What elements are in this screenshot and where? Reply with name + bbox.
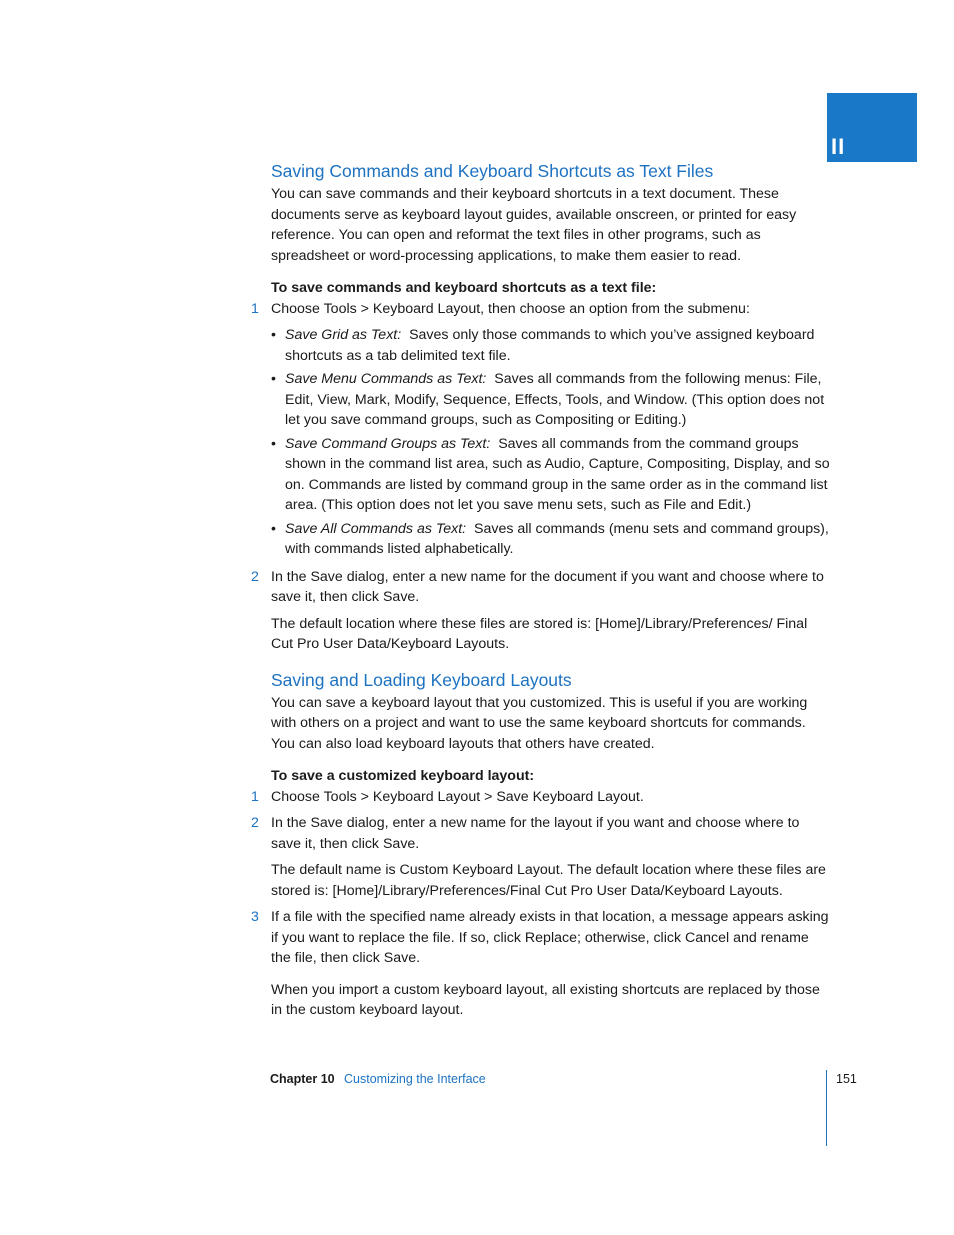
section1-heading: Saving Commands and Keyboard Shortcuts as Text Files xyxy=(271,161,714,181)
step-text: In the Save dialog, enter a new name for the layout if you want and choose where to save it, then click Save. xyxy=(271,815,800,852)
part-tab-label: II xyxy=(831,134,846,159)
bullet-icon: • xyxy=(271,327,276,343)
section1-intro: You can save commands and their keyboard shortcuts in a text document. These documents serve as keyboard layout guides, available onscreen, or printed for easy reference. You can open and reformat the text files in other programs, such as spreadsheet or word-processing applications, to make them easier to read. xyxy=(271,186,797,264)
list-item xyxy=(271,434,831,516)
page-number: 151 xyxy=(836,1072,857,1086)
step-number: 2 xyxy=(251,568,259,585)
section1-task: To save commands and keyboard shortcuts as a text file: xyxy=(271,280,657,296)
option-term: Save All Commands as Text: xyxy=(285,520,467,537)
section1-step-1 xyxy=(251,299,831,320)
page-content xyxy=(251,160,831,1021)
option-text: Saves only those commands to which you’ve assigned keyboard shortcuts as a tab delimited text file. xyxy=(285,327,815,364)
section2-step-2 xyxy=(251,813,831,854)
step-text: In the Save dialog, enter a new name for the document if you want and choose where to save it, then click Save. xyxy=(271,568,824,605)
step-text: If a file with the specified name already exists in that location, a message appears asking if you want to replace the file. If so, click Replace; otherwise, click Cancel and rename the file, then click Save. xyxy=(271,909,829,966)
bullet-icon: • xyxy=(271,371,276,387)
step-text: Choose Tools > Keyboard Layout > Save Keyboard Layout. xyxy=(271,788,644,805)
option-text: Saves all commands from the command groups shown in the command list area, such as Audio, Capture, Compositing, Display, and so on. Commands are listed by command group in the same order as in the command list area. (This option does not let you save menu sets, such as File and Edit.) xyxy=(285,435,830,513)
option-term: Save Menu Commands as Text: xyxy=(285,371,487,387)
step-number: 3 xyxy=(251,909,259,925)
footer-chapter: Chapter 10 xyxy=(270,1072,335,1086)
list-item xyxy=(271,325,831,366)
option-term: Save Command Groups as Text: xyxy=(285,435,491,452)
option-list xyxy=(271,325,831,560)
list-item xyxy=(271,369,831,431)
step-number: 1 xyxy=(251,788,259,805)
part-tab xyxy=(827,93,917,162)
section2-intro: You can save a keyboard layout that you customized. This is useful if you are working with others on a project and want to use the same keyboard shortcuts for commands. You can also load keyboard layouts that others have created. xyxy=(271,694,808,752)
section2-step-3 xyxy=(251,907,831,969)
step-number: 1 xyxy=(251,300,259,317)
section1-step-2 xyxy=(251,567,831,608)
section2-task: To save a customized keyboard layout: xyxy=(271,768,535,784)
section2-step2-note: The default name is Custom Keyboard Layout. The default location where these files are stored is: [Home]/Library/Preferences/Final Cut Pro User Data/Keyboard Layouts. xyxy=(271,862,826,899)
step-text: Choose Tools > Keyboard Layout, then choose an option from the submenu: xyxy=(271,300,750,317)
section1-step2-note: The default location where these files are stored is: [Home]/Library/Preferences/ Final Cut Pro User Data/Keyboard Layouts. xyxy=(271,615,808,652)
bullet-icon: • xyxy=(271,520,276,537)
section2-step-1 xyxy=(251,787,831,808)
footer-divider xyxy=(826,1070,827,1146)
section2-closing: When you import a custom keyboard layout, all existing shortcuts are replaced by those in the custom keyboard layout. xyxy=(271,981,820,1018)
list-item xyxy=(271,519,831,560)
section2-heading: Saving and Loading Keyboard Layouts xyxy=(271,669,572,690)
footer-chapter-title: Customizing the Interface xyxy=(344,1072,486,1086)
option-text: Saves all commands from the following menus: File, Edit, View, Mark, Modify, Sequence, Effects, Tools, and Window. (This option does not let you save command groups, such as Compositing or Editing.) xyxy=(285,371,825,428)
option-text: Saves all commands (menu sets and command groups), with commands listed alphabetically. xyxy=(285,520,829,557)
bullet-icon: • xyxy=(271,435,276,452)
step-number: 2 xyxy=(251,815,259,831)
option-term: Save Grid as Text: xyxy=(285,327,402,343)
